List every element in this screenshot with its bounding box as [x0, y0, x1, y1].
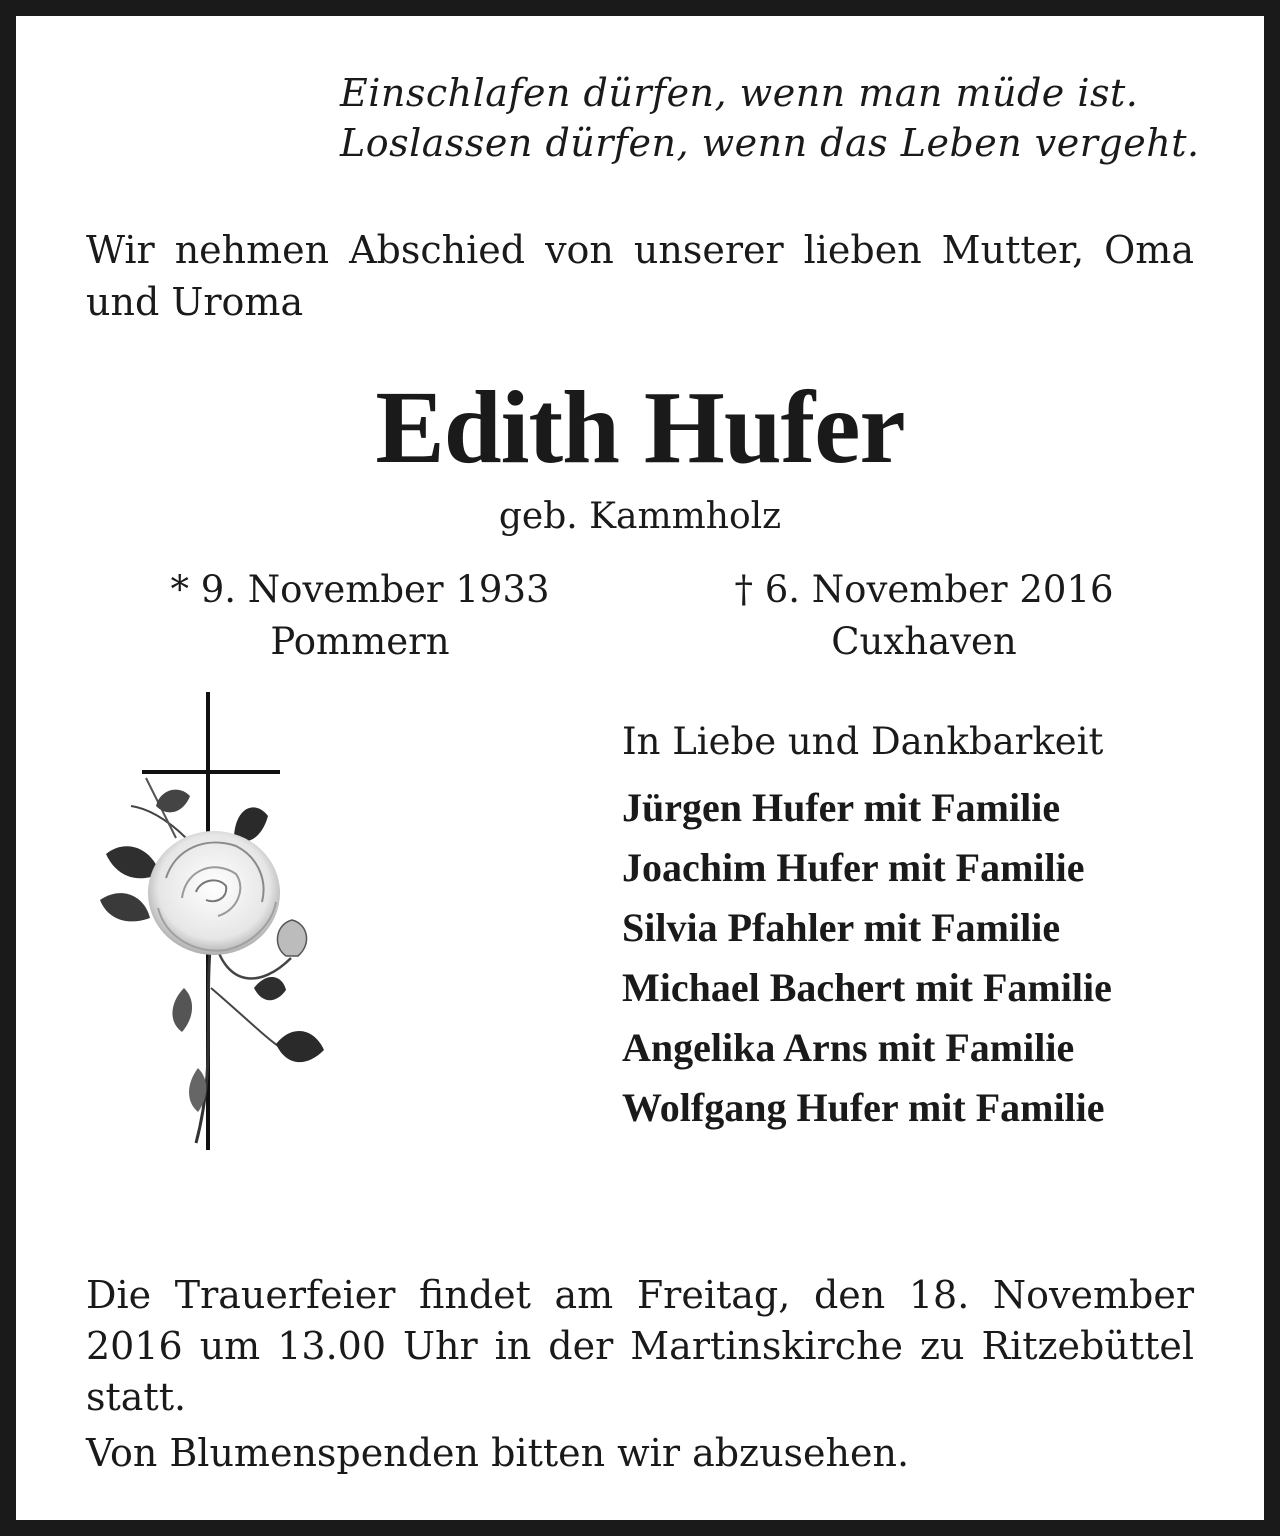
maiden-name: geb. Kammholz	[498, 496, 782, 537]
birth-place: Pommern	[270, 620, 450, 663]
flowers-notice: Von Blumenspenden bitten wir abzusehen.	[86, 1431, 910, 1475]
death-info	[664, 564, 1184, 668]
mourner-name: Silvia Pfahler mit Familie	[622, 905, 1061, 950]
funeral-service-notice: Die Trauerfeier findet am Freitag, den 18. November 2016 um 13.00 Uhr in der Martinskirche zu Ritzebüttel statt.	[86, 1273, 1194, 1419]
deceased-name: Edith Hufer	[375, 370, 905, 485]
mourners-heading: In Liebe und Dankbarkeit	[622, 720, 1104, 763]
cross-with-rose-icon	[86, 688, 336, 1158]
mourner-name: Angelika Arns mit Familie	[622, 1025, 1075, 1070]
motto-line: Einschlafen dürfen, wenn man müde ist.	[340, 71, 1139, 115]
intro-text: Wir nehmen Abschied von unserer lieben Mutter, Oma und Uroma	[86, 228, 1194, 324]
mourner-name: Joachim Hufer mit Familie	[622, 845, 1085, 890]
motto-line: Loslassen dürfen, wenn das Leben vergeht.	[340, 121, 1200, 165]
death-place: Cuxhaven	[831, 620, 1017, 663]
motto-quote	[340, 68, 1200, 168]
mourners-list	[622, 778, 1112, 1138]
mourner-name: Wolfgang Hufer mit Familie	[622, 1085, 1105, 1130]
mourner-name: Michael Bachert mit Familie	[622, 965, 1112, 1010]
birth-info	[100, 564, 620, 668]
death-date: † 6. November 2016	[734, 568, 1114, 611]
birth-date: * 9. November 1933	[170, 568, 550, 611]
mourner-name: Jürgen Hufer mit Familie	[622, 785, 1061, 830]
